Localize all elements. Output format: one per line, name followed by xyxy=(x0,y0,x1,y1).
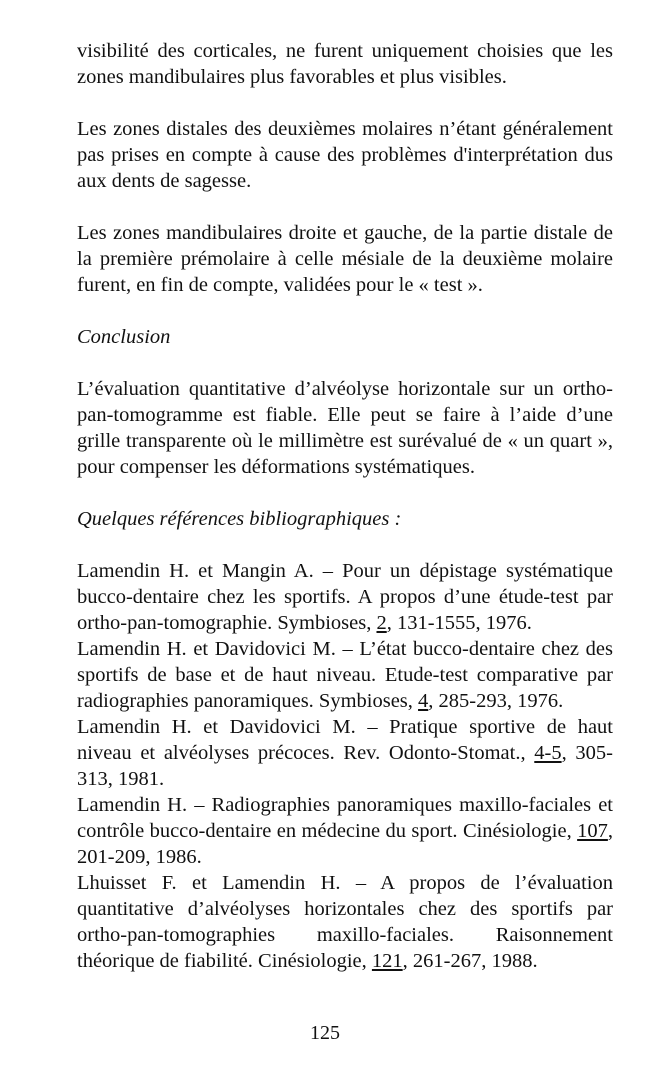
reference-volume: 121 xyxy=(371,950,403,972)
paragraph-distal-zones: Les zones distales des deuxièmes molaires n’étant généralement pas prises en compte à cause des problèmes d'interprétation dus aux dents de sagesse. xyxy=(77,118,613,192)
reference-text: Lamendin H. et Mangin A. – Pour un dépistage systématique bucco-dentaire chez les sportifs. A propos d’une étude-test par ortho-pan-tomographie. Symbioses, xyxy=(77,560,613,634)
reference-volume: 4 xyxy=(418,690,429,712)
page-body xyxy=(77,38,613,974)
references-heading: Quelques références bibliographiques : xyxy=(77,508,402,530)
conclusion-heading: Conclusion xyxy=(77,326,171,348)
reference-item xyxy=(77,558,613,636)
reference-text: Lamendin H. – Radiographies panoramiques maxillo-faciales et contrôle bucco-dentaire en médecine du sport. Cinésiologie, xyxy=(77,794,613,842)
reference-volume: 2 xyxy=(376,612,387,634)
reference-text: Lamendin H. et Davidovici M. – L’état bucco-dentaire chez des sportifs de base et de haut niveau. Etude-test comparative par radiographies panoramiques. Symbioses, xyxy=(77,638,613,712)
reference-pages: , 131-1555, 1976. xyxy=(386,612,532,634)
reference-text: Lhuisset F. et Lamendin H. – A propos de l’évaluation quantitative d’alvéolyses horizontales chez des sportifs par ortho-pan-tomographies maxillo-faciales. Raisonnement théorique de fiabilité. Cinésiologie, xyxy=(77,872,613,972)
paragraph-validated-zones: Les zones mandibulaires droite et gauche, de la partie distale de la première prémolaire à celle mésiale de la deuxième molaire furent, en fin de compte, validées pour le « test ». xyxy=(77,222,613,296)
reference-pages: , 261-267, 1988. xyxy=(402,950,538,972)
reference-volume: 4-5 xyxy=(534,742,562,764)
references-list xyxy=(77,558,613,974)
reference-volume: 107 xyxy=(577,820,608,842)
paragraph-cortical-zones: visibilité des corticales, ne furent uniquement choisies que les zones mandibulaires plus favorables et plus visibles. xyxy=(77,40,613,88)
reference-item xyxy=(77,636,613,714)
reference-item xyxy=(77,792,613,870)
reference-pages: , 285-293, 1976. xyxy=(428,690,564,712)
reference-item xyxy=(77,714,613,792)
page-number: 125 xyxy=(310,1022,340,1044)
reference-pages: , 305-313, 1981. xyxy=(77,742,614,790)
reference-item xyxy=(77,870,613,974)
reference-pages: , 201-209, 1986. xyxy=(77,820,613,868)
conclusion-text: L’évaluation quantitative d’alvéolyse horizontale sur un ortho-pan-tomogramme est fiable. Elle peut se faire à l’aide d’une grille transparente où le millimètre est surévalué de « un quart », pour compenser les déformations systématiques. xyxy=(77,378,613,478)
reference-text: Lamendin H. et Davidovici M. – Pratique sportive de haut niveau et alvéolyses précoces. Rev. Odonto-Stomat., xyxy=(77,716,613,764)
